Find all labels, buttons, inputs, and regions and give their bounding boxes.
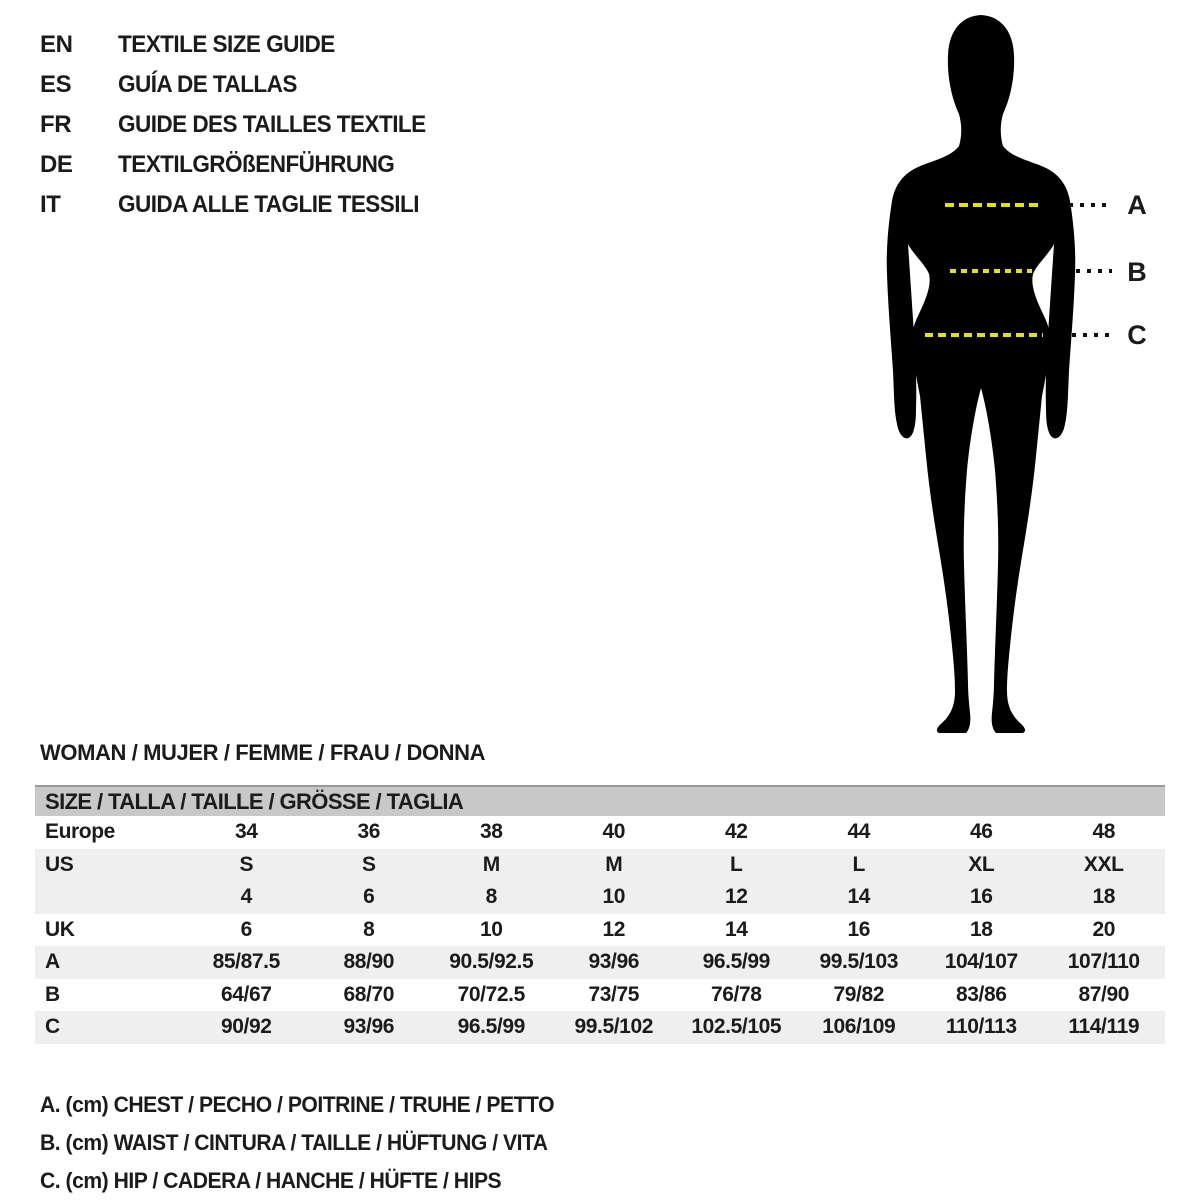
row-label: UK	[45, 917, 75, 941]
size-cell: 48	[1092, 820, 1116, 844]
size-cell: 10	[602, 885, 626, 909]
size-cell: 8	[485, 885, 497, 909]
language-code: EN	[40, 31, 73, 58]
size-cell: 42	[724, 820, 748, 844]
size-cell: 73/75	[588, 982, 640, 1006]
table-row-uk	[35, 914, 1165, 947]
size-cell: 10	[479, 917, 503, 941]
table-row-chest-a	[35, 946, 1165, 979]
measure-label-b: B	[1127, 257, 1147, 287]
table-row-hip-c	[35, 1011, 1165, 1044]
size-cell: M	[605, 852, 623, 876]
size-cell: 99.5/103	[819, 950, 899, 974]
size-cell: XL	[968, 852, 995, 876]
language-label: GUÍA DE TALLAS	[118, 71, 297, 98]
size-cell: S	[239, 852, 254, 876]
language-title-list	[40, 31, 445, 219]
size-cell: 8	[363, 917, 375, 941]
row-label: C	[45, 1015, 60, 1039]
measure-label-c: C	[1127, 320, 1147, 350]
language-code: DE	[40, 151, 73, 178]
size-cell: 102.5/105	[691, 1015, 782, 1039]
section-title-woman: WOMAN / MUJER / FEMME / FRAU / DONNA	[40, 740, 486, 765]
woman-body-shape	[887, 15, 1076, 733]
row-label: A	[45, 950, 60, 974]
size-cell: M	[482, 852, 500, 876]
language-row-de	[40, 151, 445, 179]
size-cell: 64/67	[220, 982, 272, 1006]
legend-line-chest: A. (cm) CHEST / PECHO / POITRINE / TRUHE / PETTO	[40, 1092, 555, 1117]
size-cell: 44	[847, 820, 871, 844]
measurement-legend	[40, 1092, 575, 1194]
size-cell: 87/90	[1078, 982, 1130, 1006]
size-cell: 40	[602, 820, 626, 844]
size-cell: 79/82	[833, 982, 885, 1006]
language-row-es	[40, 71, 445, 99]
legend-line-waist: B. (cm) WAIST / CINTURA / TAILLE / HÜFTUNG / VITA	[40, 1130, 548, 1155]
size-cell: 12	[602, 917, 626, 941]
size-cell: 96.5/99	[702, 950, 770, 974]
size-cell: 110/113	[945, 1015, 1017, 1039]
size-cell: 6	[240, 917, 252, 941]
size-cell: 14	[724, 917, 748, 941]
size-cell: 93/96	[588, 950, 640, 974]
language-row-en	[40, 31, 445, 59]
size-cell: 14	[847, 885, 871, 909]
size-cell: 104/107	[944, 950, 1018, 974]
language-label: TEXTILE SIZE GUIDE	[118, 31, 335, 58]
size-cell: 90.5/92.5	[449, 950, 534, 974]
language-row-fr	[40, 111, 445, 139]
row-label: B	[45, 982, 60, 1006]
row-label: Europe	[45, 820, 115, 844]
table-row-europe	[35, 816, 1165, 849]
size-cell: 90/92	[220, 1015, 272, 1039]
size-cell: 68/70	[343, 982, 395, 1006]
size-cell: 38	[479, 820, 503, 844]
table-row-us-numeric	[35, 881, 1165, 914]
size-cell: XXL	[1083, 852, 1124, 876]
size-cell: 18	[969, 917, 993, 941]
size-cell: S	[361, 852, 376, 876]
language-code: IT	[40, 191, 61, 218]
size-cell: 34	[234, 820, 258, 844]
size-cell: L	[730, 852, 743, 876]
size-cell: 12	[724, 885, 748, 909]
language-code: ES	[40, 71, 72, 98]
size-cell: 20	[1092, 917, 1116, 941]
size-cell: 114/119	[1068, 1015, 1140, 1039]
language-row-it	[40, 191, 445, 219]
size-cell: 85/87.5	[212, 950, 280, 974]
size-cell: 70/72.5	[457, 982, 525, 1006]
size-cell: 16	[969, 885, 993, 909]
size-cell: 18	[1092, 885, 1116, 909]
language-label: GUIDA ALLE TAGLIE TESSILI	[118, 191, 419, 218]
language-code: FR	[40, 111, 72, 138]
size-table-header-label: SIZE / TALLA / TAILLE / GRÖSSE / TAGLIA	[45, 788, 464, 814]
size-cell: 76/78	[710, 982, 762, 1006]
table-row-waist-b	[35, 979, 1165, 1012]
size-cell: 36	[357, 820, 381, 844]
language-label: TEXTILGRÖßENFÜHRUNG	[118, 151, 395, 178]
measure-label-a: A	[1127, 190, 1147, 220]
language-label: GUIDE DES TAILLES TEXTILE	[118, 111, 426, 138]
size-cell: 46	[969, 820, 993, 844]
size-cell: 88/90	[343, 950, 395, 974]
size-cell: 16	[847, 917, 871, 941]
table-row-us	[35, 849, 1165, 882]
size-cell: 107/110	[1067, 950, 1140, 974]
size-cell: 4	[240, 885, 252, 909]
row-label: US	[45, 852, 74, 876]
legend-line-hip: C. (cm) HIP / CADERA / HANCHE / HÜFTE / HIPS	[40, 1168, 502, 1193]
size-table-header	[35, 785, 1165, 816]
size-cell: 6	[363, 885, 375, 909]
size-table	[35, 785, 1165, 1044]
size-cell: 99.5/102	[574, 1015, 654, 1039]
size-cell: L	[852, 852, 865, 876]
size-cell: 93/96	[343, 1015, 395, 1039]
size-cell: 96.5/99	[457, 1015, 525, 1039]
size-cell: 83/86	[955, 982, 1007, 1006]
woman-silhouette	[875, 15, 1200, 735]
size-cell: 106/109	[822, 1015, 896, 1039]
